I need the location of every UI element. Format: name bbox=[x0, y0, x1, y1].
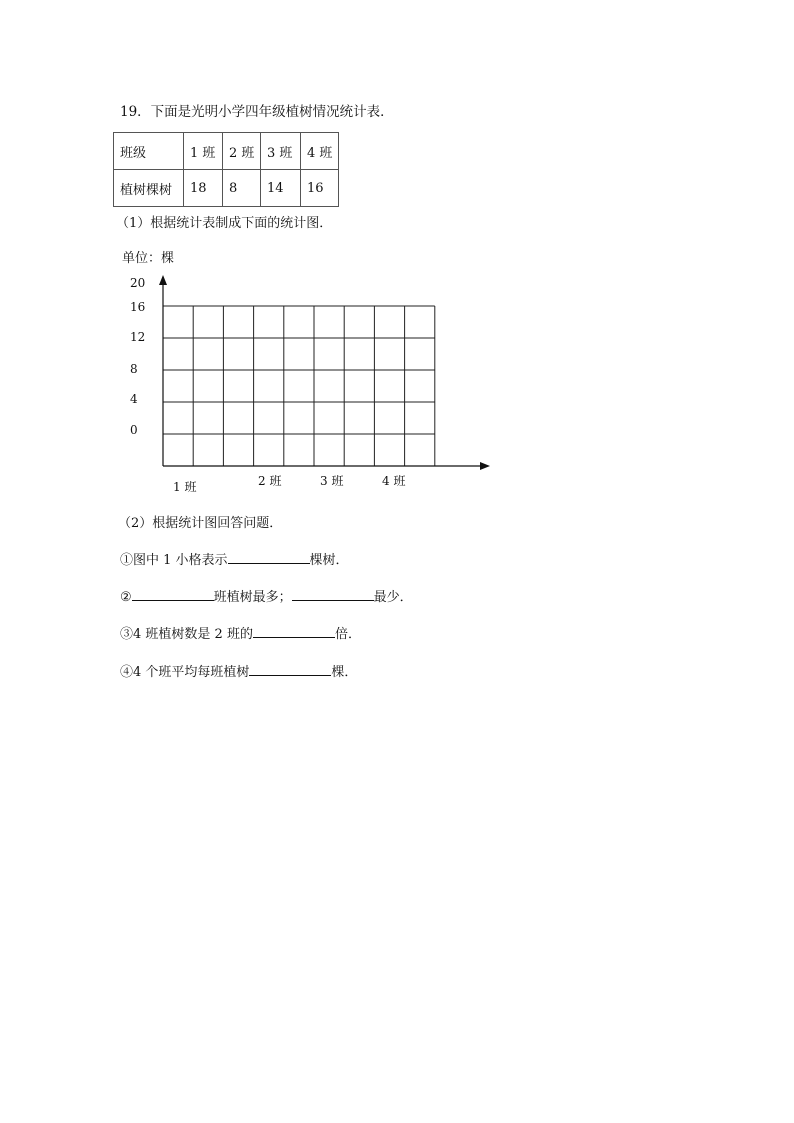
x-tick-label: 4 班 bbox=[382, 474, 406, 488]
q2-text: ② bbox=[120, 590, 132, 605]
q3-text: ③4 班植树数是 2 班的 bbox=[120, 627, 253, 642]
y-axis-arrow bbox=[159, 275, 167, 285]
table-row bbox=[114, 170, 339, 207]
x-tick-label: 2 班 bbox=[258, 474, 282, 488]
q1-suffix: 棵树． bbox=[309, 553, 349, 568]
table-row bbox=[114, 133, 339, 170]
table-cell: 14 bbox=[261, 170, 301, 207]
q4-suffix: 棵． bbox=[331, 665, 358, 680]
x-tick-label: 1 班 bbox=[173, 480, 197, 494]
answer-blank[interactable] bbox=[228, 549, 310, 564]
question-line-3 bbox=[120, 623, 361, 642]
y-tick-label: 4 bbox=[130, 392, 138, 406]
q2-mid: 班植树最多； bbox=[213, 590, 292, 605]
answer-blank[interactable] bbox=[249, 661, 331, 676]
table-header-cell: 4 班 bbox=[301, 133, 339, 170]
table-header-cell: 班级 bbox=[114, 133, 184, 170]
x-tick-labels bbox=[173, 473, 405, 494]
table-header-cell: 1 班 bbox=[184, 133, 223, 170]
table-cell: 18 bbox=[184, 170, 223, 207]
part1-instruction: （1）根据统计表制成下面的统计图． bbox=[116, 216, 333, 231]
q3-suffix: 倍． bbox=[334, 627, 361, 642]
y-tick-label: 16 bbox=[130, 300, 146, 314]
q1-text: ①图中 1 小格表示 bbox=[120, 553, 228, 568]
y-tick-label: 0 bbox=[130, 423, 138, 437]
x-axis-arrow bbox=[480, 462, 490, 470]
bar-chart-grid bbox=[110, 265, 510, 505]
table-cell: 16 bbox=[301, 170, 339, 207]
y-tick-label: 12 bbox=[130, 330, 146, 344]
y-tick-label: 20 bbox=[130, 276, 146, 290]
q2-suffix: 最少． bbox=[373, 590, 413, 605]
chart-axes bbox=[159, 275, 490, 470]
table-cell: 植树棵树 bbox=[114, 170, 184, 207]
part2-instruction: （2）根据统计图回答问题． bbox=[118, 516, 283, 531]
q4-text: ④4 个班平均每班植树 bbox=[120, 665, 250, 680]
question-title: 19．下面是光明小学四年级植树情况统计表． bbox=[120, 104, 394, 120]
chart-grid bbox=[163, 306, 435, 466]
table-header-cell: 2 班 bbox=[223, 133, 261, 170]
answer-blank[interactable] bbox=[132, 586, 214, 601]
x-tick-label: 3 班 bbox=[320, 474, 344, 488]
question-line-2 bbox=[120, 586, 413, 605]
y-tick-label: 8 bbox=[130, 362, 138, 376]
answer-blank[interactable] bbox=[292, 586, 374, 601]
y-tick-labels bbox=[130, 276, 145, 437]
chart-unit-label: 单位：棵 bbox=[122, 251, 175, 266]
question-line-4 bbox=[120, 661, 357, 680]
table-cell: 8 bbox=[223, 170, 261, 207]
answer-blank[interactable] bbox=[253, 623, 335, 638]
table-header-cell: 3 班 bbox=[261, 133, 301, 170]
statistics-table bbox=[113, 132, 339, 207]
question-line-1 bbox=[120, 549, 349, 568]
